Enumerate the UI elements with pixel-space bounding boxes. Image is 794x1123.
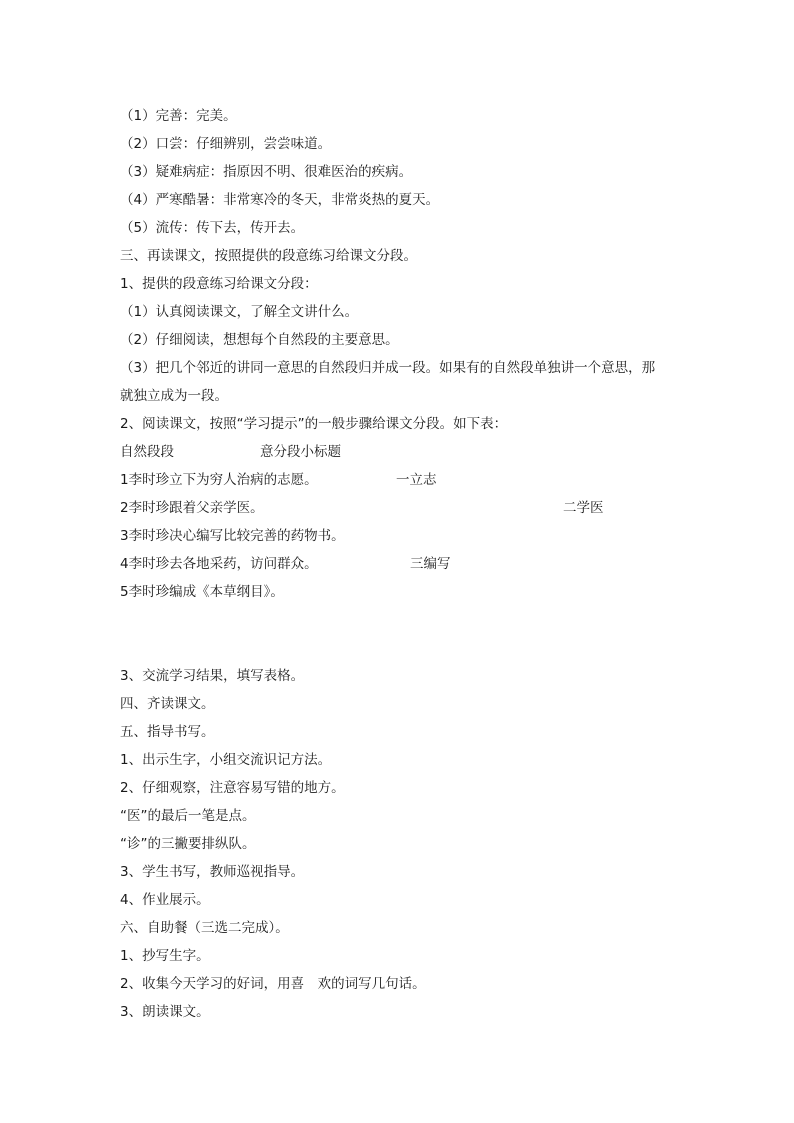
definition-1: （1）完善：完美。 [120, 108, 237, 124]
table-row-text: 4李时珍去各地采药，访问群众。 [120, 556, 318, 572]
section-6-heading: 六、自助餐（三选二完成）。 [120, 920, 289, 936]
section-3-item-2: 2、阅读课文，按照“学习提示”的一般步骤给课文分段。如下表： [120, 416, 508, 432]
table-row-title: 一立志 [396, 472, 437, 488]
section-5-item-4: 4、作业展示。 [120, 892, 210, 908]
section-5-item-3: 3、学生书写，教师巡视指导。 [120, 864, 305, 880]
section-6-item-1: 1、抄写生字。 [120, 948, 210, 964]
section-6-item-3: 3、朗读课文。 [120, 1004, 210, 1020]
table-header-left: 自然段段 [120, 444, 174, 460]
table-row-text: 3李时珍决心编写比较完善的药物书。 [120, 528, 345, 544]
section-3-item-3: 3、交流学习结果，填写表格。 [120, 668, 305, 684]
step-2: （2）仔细阅读，想想每个自然段的主要意思。 [120, 332, 399, 348]
section-5-item-2: 2、仔细观察，注意容易写错的地方。 [120, 780, 345, 796]
step-1: （1）认真阅读课文，了解全文讲什么。 [120, 304, 359, 320]
table-header-right: 意分段小标题 [260, 444, 341, 460]
section-5-item-1: 1、出示生字，小组交流识记方法。 [120, 752, 332, 768]
step-3-continued: 就独立成为一段。 [120, 388, 228, 404]
writing-tip-1: “医”的最后一笔是点。 [120, 808, 256, 824]
definition-2: （2）口尝：仔细辨别，尝尝味道。 [120, 136, 332, 152]
table-row-text: 5李时珍编成《本草纲目》。 [120, 584, 284, 600]
table-row-title: 二学医 [563, 500, 604, 516]
table-row-text: 2李时珍跟着父亲学医。 [120, 500, 264, 516]
section-6-item-2: 2、收集今天学习的好词，用喜 欢的词写几句话。 [120, 976, 426, 992]
section-4-heading: 四、齐读课文。 [120, 696, 215, 712]
definition-3: （3）疑难病症：指原因不明、很难医治的疾病。 [120, 164, 413, 180]
table-row-title: 三编写 [410, 556, 451, 572]
step-3: （3）把几个邻近的讲同一意思的自然段归并成一段。如果有的自然段单独讲一个意思，那 [120, 360, 656, 376]
definition-4: （4）严寒酷暑：非常寒冷的冬天，非常炎热的夏天。 [120, 192, 440, 208]
section-5-heading: 五、指导书写。 [120, 724, 215, 740]
section-3-item-1: 1、提供的段意练习给课文分段： [120, 276, 318, 292]
definition-5: （5）流传：传下去，传开去。 [120, 220, 305, 236]
writing-tip-2: “诊”的三撇要排纵队。 [120, 836, 256, 852]
section-3-heading: 三、再读课文，按照提供的段意练习给课文分段。 [120, 248, 417, 264]
table-row-text: 1李时珍立下为穷人治病的志愿。 [120, 472, 318, 488]
